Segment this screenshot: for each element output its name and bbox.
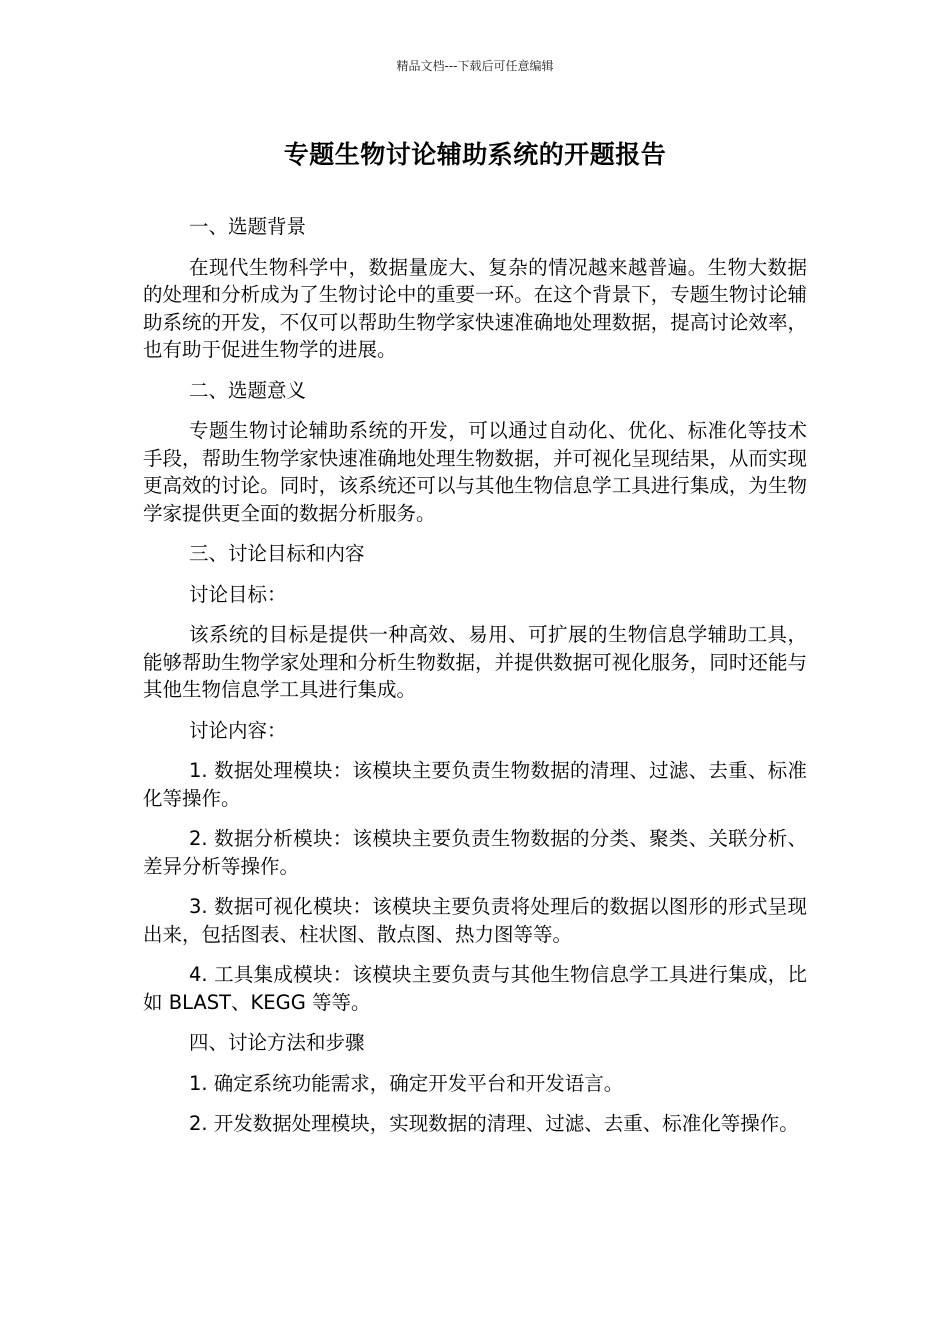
- section-heading-goals-content: 三、讨论目标和内容: [189, 542, 365, 565]
- list-item-step-2: 2. 开发数据处理模块，实现数据的清理、过滤、去重、标准化等操作。: [189, 1112, 799, 1135]
- section-heading-background: 一、选题背景: [189, 215, 307, 238]
- section-heading-methods: 四、讨论方法和步骤: [189, 1031, 365, 1054]
- paragraph-significance: 专题生物讨论辅助系统的开发，可以通过自动化、优化、标准化等技术手段，帮助生物学家快速准确地处理生物数据，并可视化呈现结果，从而实现更高效的讨论。同时，该系统还可以与其他生物信息学工具进行集成，为生物学家提供更全面的数据分析服务。: [143, 419, 807, 525]
- paragraph-goals: 该系统的目标是提供一种高效、易用、可扩展的生物信息学辅助工具，能够帮助生物学家处理和分析生物数据，并提供数据可视化服务，同时还能与其他生物信息学工具进行集成。: [143, 623, 807, 701]
- list-item-data-analysis: 2. 数据分析模块：该模块主要负责生物数据的分类、聚类、关联分析、差异分析等操作。: [143, 827, 807, 878]
- paragraph-background: 在现代生物科学中，数据量庞大、复杂的情况越来越普遍。生物大数据的处理和分析成为了生物讨论中的重要一环。在这个背景下，专题生物讨论辅助系统的开发，不仅可以帮助生物学家快速准确地处理数据，提高讨论效率，也有助于促进生物学的进展。: [143, 255, 807, 361]
- document-body: [143, 213, 807, 1151]
- list-item-data-visualization: 3. 数据可视化模块：该模块主要负责将处理后的数据以图形的形式呈现出来，包括图表、柱状图、散点图、热力图等等。: [143, 895, 807, 946]
- section-heading-significance: 二、选题意义: [189, 378, 307, 402]
- list-item-tool-integration: 4. 工具集成模块：该模块主要负责与其他生物信息学工具进行集成，比如 BLAST、KEGG 等等。: [143, 963, 807, 1014]
- list-item-step-1: 1. 确定系统功能需求，确定开发平台和开发语言。: [189, 1071, 624, 1095]
- list-item-data-processing: 1. 数据处理模块：该模块主要负责生物数据的清理、过滤、去重、标准化等操作。: [143, 759, 807, 810]
- subheading-content: 讨论内容：: [189, 718, 287, 742]
- subheading-goals: 讨论目标：: [189, 582, 287, 606]
- page-header: 精品文档---下载后可任意编辑: [396, 59, 554, 73]
- document-title: 专题生物讨论辅助系统的开题报告: [283, 140, 667, 169]
